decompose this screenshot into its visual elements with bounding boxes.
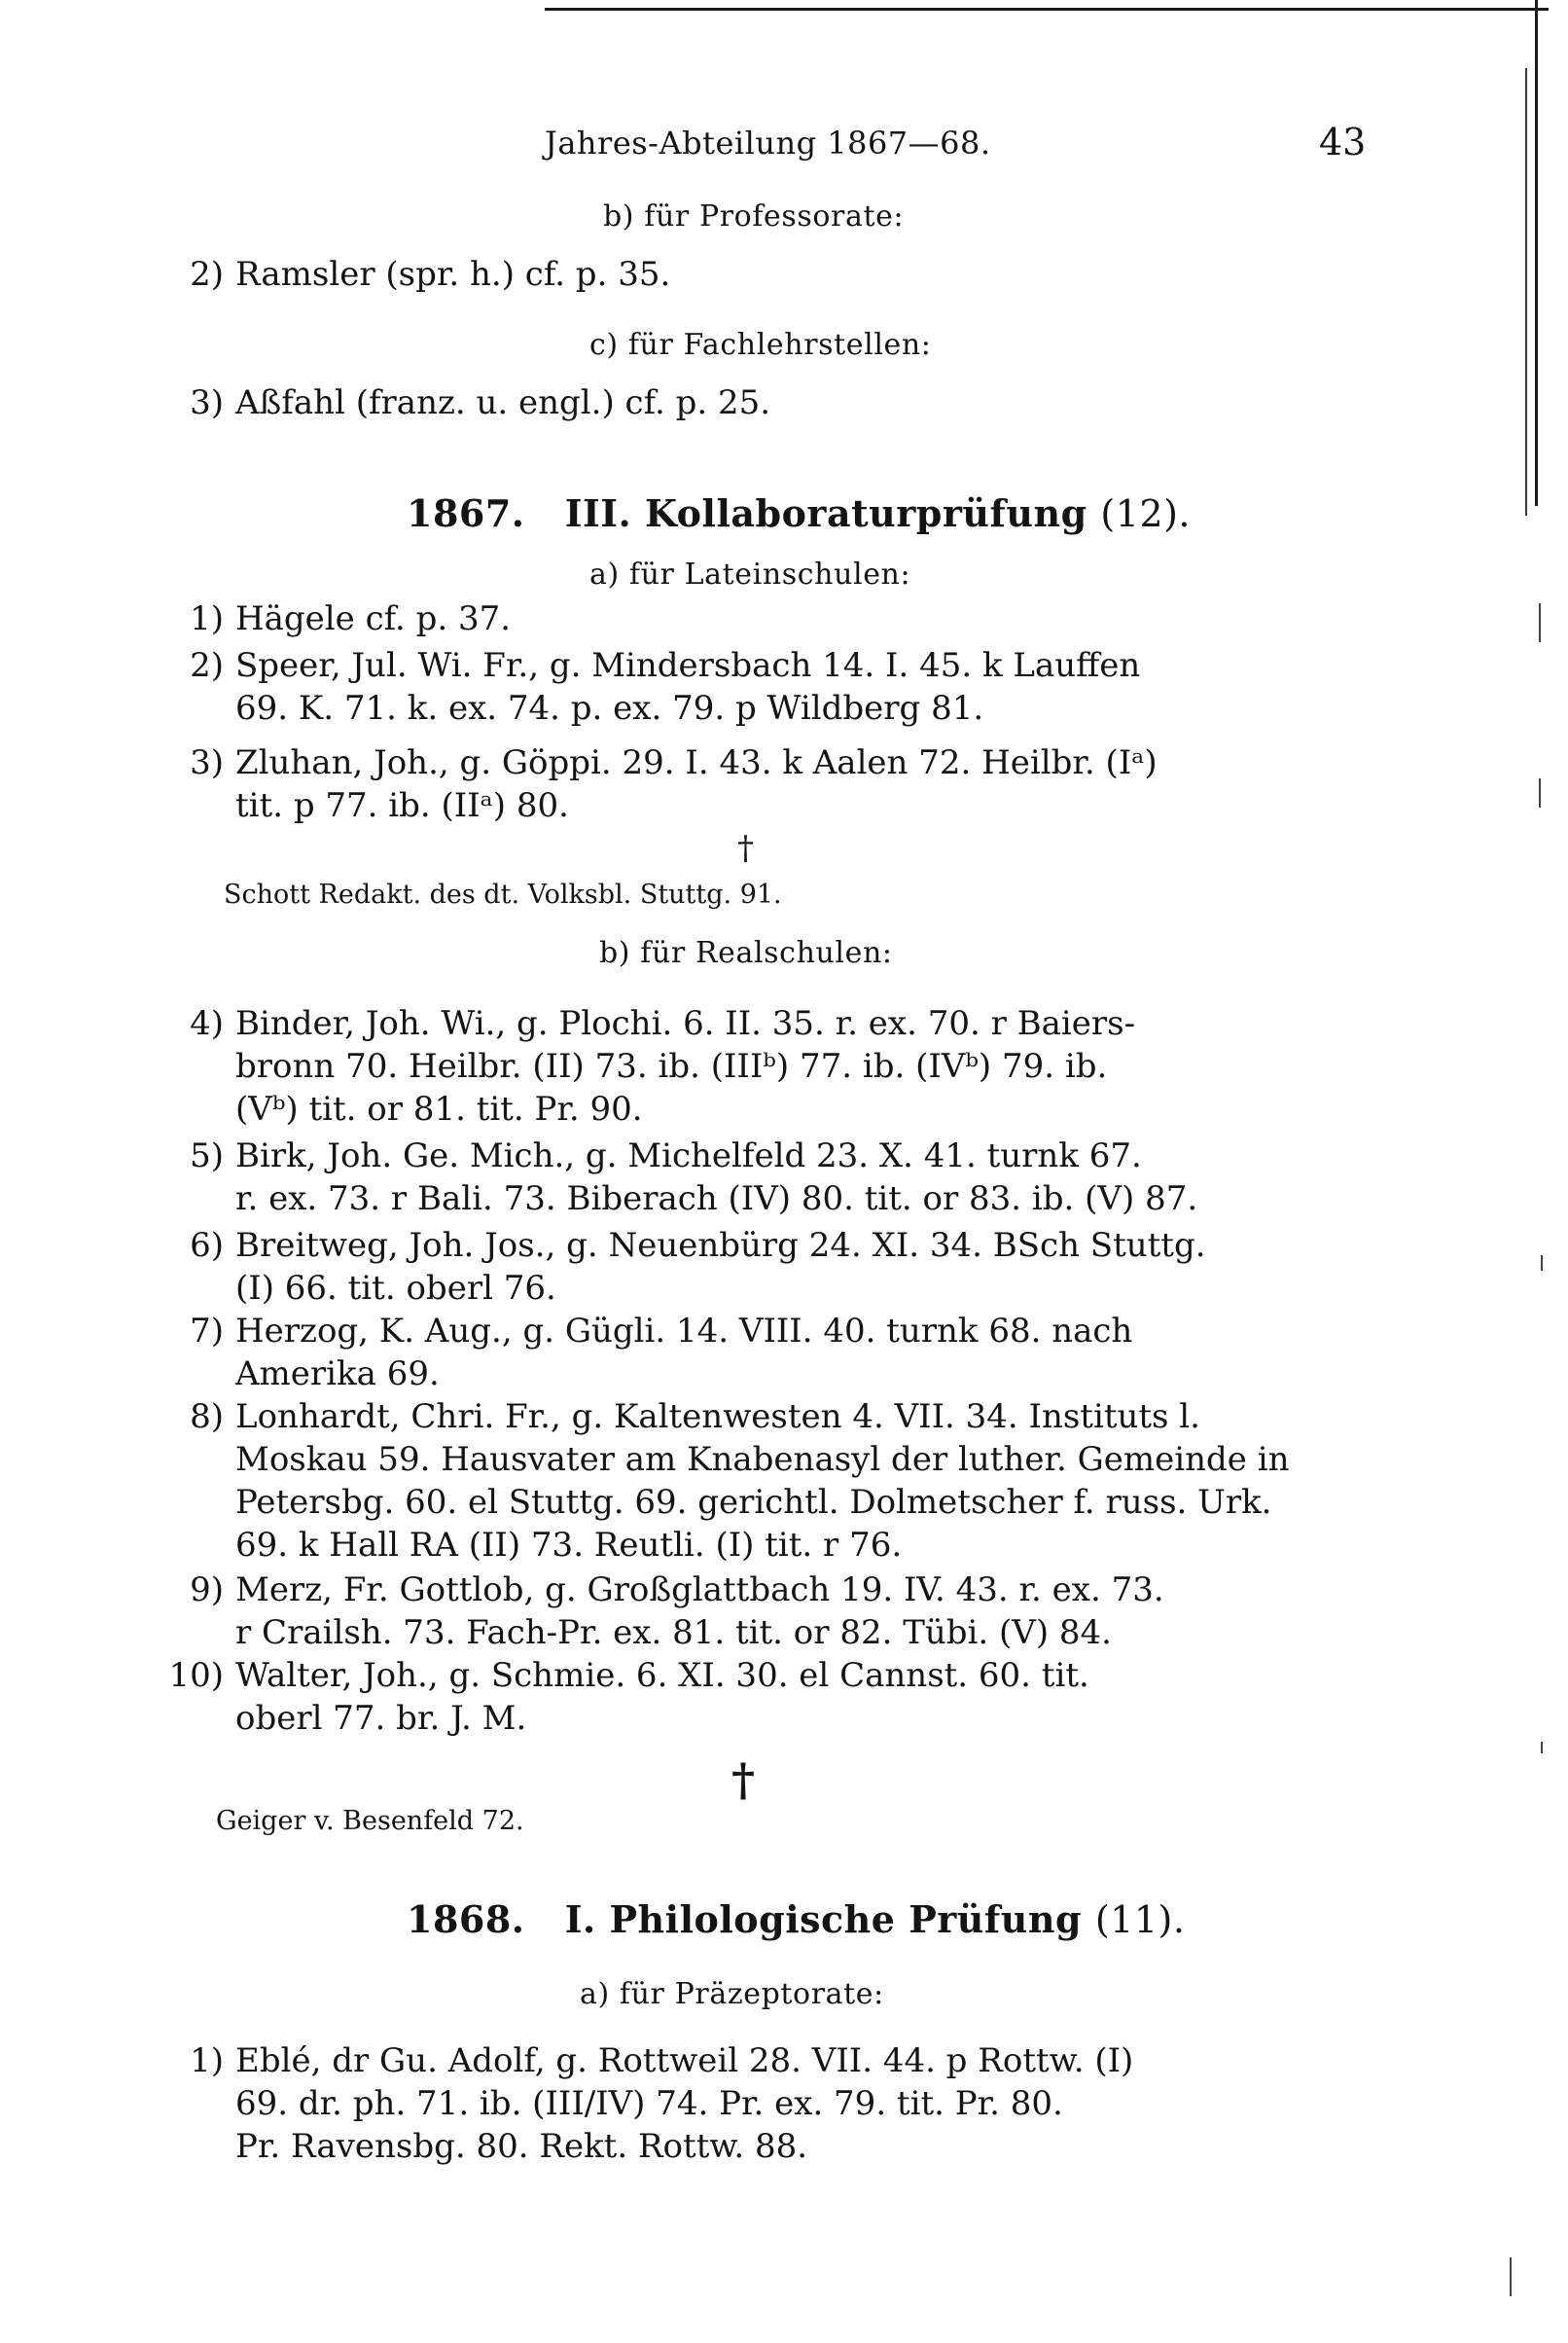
entry-line: Pr. Ravensbg. 80. Rekt. Rottw. 88. bbox=[235, 2127, 808, 2166]
heading-count: (12). bbox=[1100, 492, 1191, 535]
entry-number: 2) bbox=[190, 646, 224, 685]
scan-speck bbox=[1541, 1742, 1543, 1753]
entry-number: 6) bbox=[190, 1226, 224, 1265]
page-edge-right bbox=[1535, 0, 1538, 506]
entry-number: 7) bbox=[190, 1312, 224, 1351]
heading-title: III. Kollaboraturprüfung bbox=[564, 491, 1087, 535]
deceased-note: Schott Redakt. des dt. Volksbl. Stuttg. 91. bbox=[224, 880, 782, 910]
entry-number: 3) bbox=[190, 383, 224, 422]
entry-line: r Crailsh. 73. Fach-Pr. ex. 81. tit. or 82. Tübi. (V) 84. bbox=[235, 1613, 1112, 1652]
entry-line: Hägele cf. p. 37. bbox=[235, 599, 512, 638]
entry-line: oberl 77. br. J. M. bbox=[235, 1699, 527, 1738]
entry-line: Lonhardt, Chri. Fr., g. Kaltenwesten 4. VII. 34. Instituts l. bbox=[235, 1397, 1200, 1436]
entry-text bbox=[235, 253, 1354, 296]
entry-text bbox=[235, 1224, 1354, 1310]
entry-text bbox=[235, 1654, 1354, 1740]
entry-text bbox=[235, 1135, 1354, 1220]
entry-line: Aßfahl (franz. u. engl.) cf. p. 25. bbox=[235, 383, 771, 422]
entry-line: (Vᵇ) tit. or 81. tit. Pr. 90. bbox=[235, 1090, 643, 1129]
entry-line: Walter, Joh., g. Schmie. 6. XI. 30. el Cannst. 60. tit. bbox=[235, 1656, 1089, 1695]
entry-line: Eblé, dr Gu. Adolf, g. Rottweil 28. VII. 44. p Rottw. (I) bbox=[235, 2041, 1134, 2080]
entry-text bbox=[235, 741, 1354, 827]
entry-number: 9) bbox=[190, 1570, 224, 1609]
entry-number: 4) bbox=[190, 1004, 224, 1043]
entry-line: Merz, Fr. Gottlob, g. Großglattbach 19. IV. 43. r. ex. 73. bbox=[235, 1570, 1164, 1609]
entry-line: r. ex. 73. r Bali. 73. Biberach (IV) 80. tit. or 83. ib. (V) 87. bbox=[235, 1179, 1198, 1218]
entry-number: 1) bbox=[190, 599, 224, 638]
page-edge-right-inner bbox=[1525, 68, 1527, 516]
entry-line: Amerika 69. bbox=[235, 1354, 440, 1393]
entry-line: (I) 66. tit. oberl 76. bbox=[235, 1269, 556, 1308]
entry-line: Herzog, K. Aug., g. Gügli. 14. VIII. 40. turnk 68. nach bbox=[235, 1312, 1133, 1351]
subsection-label-praezeptorate: a) für Präzeptorate: bbox=[580, 1977, 884, 2011]
heading-title: I. Philologische Prüfung bbox=[564, 1897, 1083, 1941]
entry-number: 1) bbox=[190, 2041, 224, 2080]
subsection-label-lateinschulen: a) für Lateinschulen: bbox=[589, 558, 911, 592]
entry-text bbox=[235, 381, 1354, 424]
entry-line: Petersbg. 60. el Stuttg. 69. gerichtl. Dolmetscher f. russ. Urk. bbox=[235, 1483, 1272, 1522]
entry-line: Zluhan, Joh., g. Göppi. 29. I. 43. k Aalen 72. Heilbr. (Iᵃ) bbox=[235, 743, 1158, 782]
heading-year: 1867. bbox=[407, 491, 525, 535]
entry-line: Ramsler (spr. h.) cf. p. 35. bbox=[235, 255, 671, 294]
heading-count: (11). bbox=[1094, 1898, 1186, 1941]
entry-number: 2) bbox=[190, 255, 224, 294]
entry-text bbox=[235, 2039, 1354, 2168]
page-number: 43 bbox=[1319, 121, 1367, 163]
scan-speck bbox=[1539, 778, 1541, 808]
entry-number: 10) bbox=[168, 1656, 224, 1695]
subsection-label-professorate: b) für Professorate: bbox=[603, 199, 905, 234]
entry-number: 8) bbox=[190, 1397, 224, 1436]
entry-line: tit. p 77. ib. (IIᵃ) 80. bbox=[235, 786, 569, 825]
entry-text bbox=[235, 597, 1354, 640]
entry-line: Moskau 59. Hausvater am Knabenasyl der luther. Gemeinde in bbox=[235, 1440, 1290, 1479]
entry-number: 5) bbox=[190, 1136, 224, 1175]
entry-text bbox=[235, 1310, 1354, 1395]
entry-line: Breitweg, Joh. Jos., g. Neuenbürg 24. XI. 34. BSch Stuttg. bbox=[235, 1226, 1206, 1265]
running-title: Jahres-Abteilung 1867—68. bbox=[545, 125, 991, 162]
entry-line: 69. k Hall RA (II) 73. Reutli. (I) tit. r 76. bbox=[235, 1526, 903, 1565]
subsection-label-realschulen: b) für Realschulen: bbox=[599, 936, 893, 970]
dagger-mark: † bbox=[731, 1753, 756, 1806]
entry-line: Birk, Joh. Ge. Mich., g. Michelfeld 23. X. 41. turnk 67. bbox=[235, 1136, 1142, 1175]
entry-line: Speer, Jul. Wi. Fr., g. Mindersbach 14. I. 45. k Lauffen bbox=[235, 646, 1141, 685]
scan-speck bbox=[1541, 1255, 1543, 1271]
subsection-label-fachlehrstellen: c) für Fachlehrstellen: bbox=[589, 328, 932, 362]
heading-year: 1868. bbox=[407, 1897, 525, 1941]
entry-text bbox=[235, 644, 1354, 730]
entry-number: 3) bbox=[190, 743, 224, 782]
scan-speck bbox=[1539, 603, 1541, 642]
scan-speck bbox=[1510, 2257, 1512, 2296]
deceased-note: Geiger v. Besenfeld 72. bbox=[216, 1806, 524, 1836]
entry-line: 69. K. 71. k. ex. 74. p. ex. 79. p Wildberg 81. bbox=[235, 689, 984, 728]
entry-line: bronn 70. Heilbr. (II) 73. ib. (IIIᵇ) 77. ib. (IVᵇ) 79. ib. bbox=[235, 1047, 1108, 1086]
dagger-mark: † bbox=[737, 829, 754, 868]
page-edge-top bbox=[545, 8, 1549, 11]
entry-text bbox=[235, 1395, 1354, 1567]
entry-text bbox=[235, 1002, 1354, 1131]
entry-text bbox=[235, 1568, 1354, 1654]
section-heading-1867 bbox=[407, 491, 1191, 535]
section-heading-1868 bbox=[407, 1897, 1185, 1941]
entry-line: 69. dr. ph. 71. ib. (III/IV) 74. Pr. ex. 79. tit. Pr. 80. bbox=[235, 2084, 1063, 2123]
entry-line: Binder, Joh. Wi., g. Plochi. 6. II. 35. r. ex. 70. r Baiers- bbox=[235, 1004, 1136, 1043]
